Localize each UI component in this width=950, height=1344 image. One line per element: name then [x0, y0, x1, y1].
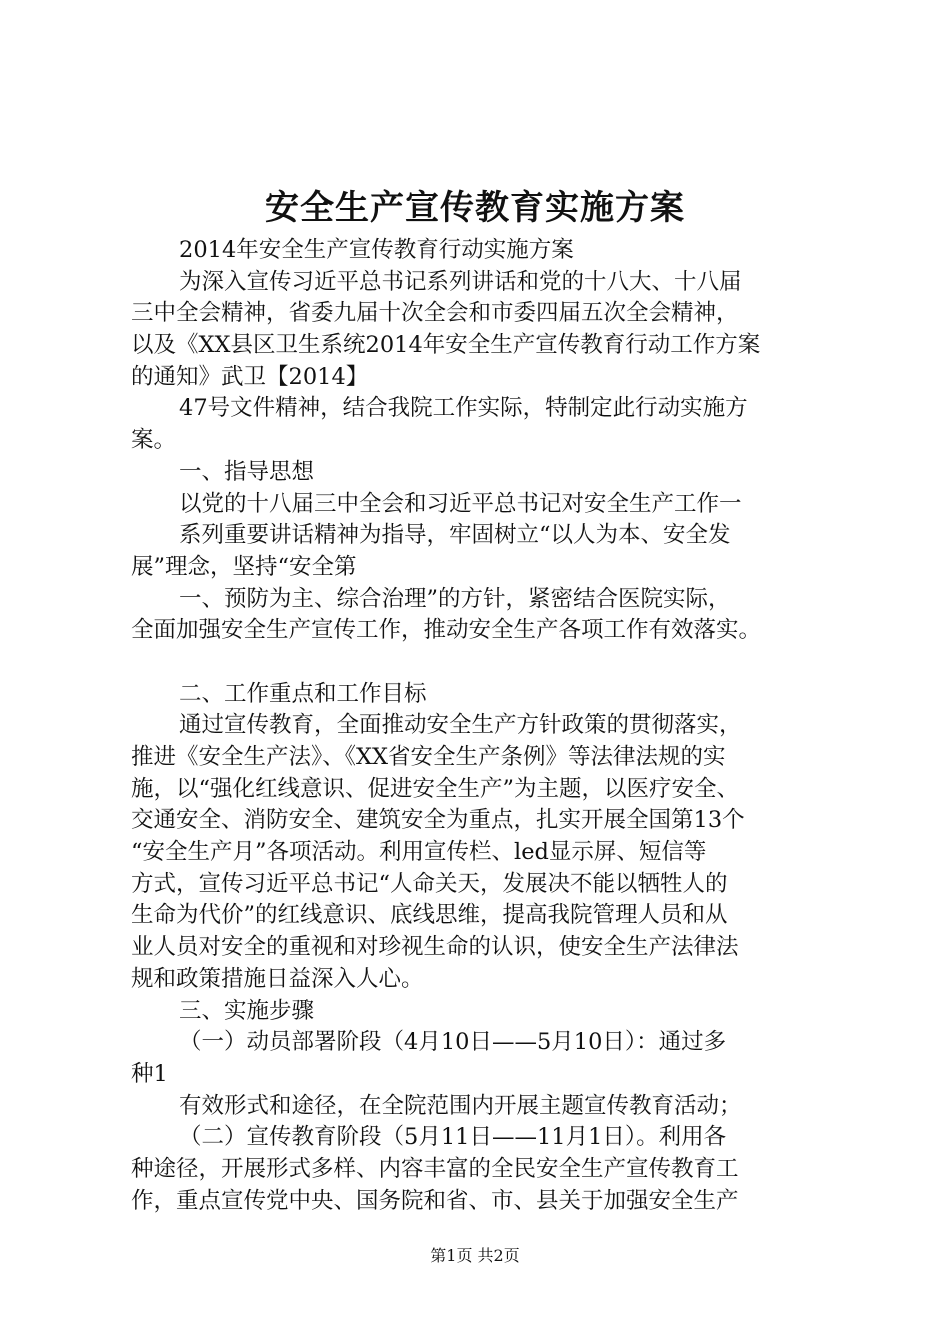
paragraph-line: 展”理念，坚持“安全第	[131, 553, 357, 580]
paragraph-line: “安全生产月”各项活动。利用宣传栏、led显示屏、短信等	[131, 839, 707, 866]
paragraph-line: 施，以“强化红线意识、促进安全生产”为主题，以医疗安全、	[131, 775, 740, 802]
document-title: 安全生产宣传教育实施方案	[265, 188, 685, 228]
paragraph-line: 生命为代价”的红线意识、底线思维，提高我院管理人员和从	[131, 902, 728, 929]
paragraph-line: 种1	[131, 1060, 168, 1087]
paragraph-line: 三中全会精神，省委九届十次全会和市委四届五次全会精神，	[131, 300, 739, 327]
paragraph-line: 47号文件精神，结合我院工作实际，特制定此行动实施方	[179, 395, 748, 422]
paragraph-line: 交通安全、消防安全、建筑安全为重点，扎实开展全国第13个	[131, 807, 745, 834]
paragraph-line: 作，重点宣传党中央、国务院和省、市、县关于加强安全生产	[131, 1187, 739, 1214]
paragraph-line: 全面加强安全生产宣传工作，推动安全生产各项工作有效落实。	[131, 617, 762, 644]
paragraph-line: 通过宣传教育，全面推动安全生产方针政策的贯彻落实，	[179, 712, 742, 739]
section-heading: 二、工作重点和工作目标	[179, 680, 427, 707]
paragraph-line: 案。	[131, 427, 177, 454]
paragraph-line: 方式，宣传习近平总书记“人命关天，发展决不能以牺牲人的	[131, 870, 728, 897]
paragraph-line: 以党的十八届三中全会和习近平总书记对安全生产工作一	[179, 490, 742, 517]
document-body	[131, 235, 851, 1217]
page-footer: 第1页 共2页	[430, 1246, 520, 1265]
paragraph-line: （二）宣传教育阶段（5月11日——11月1日）。利用各	[179, 1124, 727, 1151]
paragraph-line: 业人员对安全的重视和对珍视生命的认识，使安全生产法律法	[131, 934, 739, 961]
paragraph-line: 规和政策措施日益深入人心。	[131, 965, 424, 992]
paragraph-line: 的通知》武卫【2014】	[131, 363, 369, 390]
paragraph-line: （一）动员部署阶段（4月10日——5月10日）：通过多	[179, 1029, 727, 1056]
section-heading: 三、实施步骤	[179, 997, 315, 1024]
blank-line	[131, 647, 851, 679]
paragraph-line: 系列重要讲话精神为指导，牢固树立“以人为本、安全发	[179, 522, 731, 549]
paragraph-line: 种途径，开展形式多样、内容丰富的全民安全生产宣传教育工	[131, 1155, 739, 1182]
section-heading: 一、指导思想	[179, 458, 315, 485]
paragraph-line: 以及《XX县区卫生系统2014年安全生产宣传教育行动工作方案	[131, 332, 761, 359]
subtitle-line: 2014年安全生产宣传教育行动实施方案	[179, 237, 574, 263]
paragraph-line: 推进《安全生产法》、《XX省安全生产条例》等法律法规的实	[131, 744, 726, 770]
paragraph-line: 一、预防为主、综合治理”的方针，紧密结合医院实际，	[179, 585, 731, 612]
paragraph-line: 为深入宣传习近平总书记系列讲话和党的十八大、十八届	[179, 268, 742, 295]
paragraph-line: 有效形式和途径，在全院范围内开展主题宣传教育活动；	[179, 1092, 742, 1119]
